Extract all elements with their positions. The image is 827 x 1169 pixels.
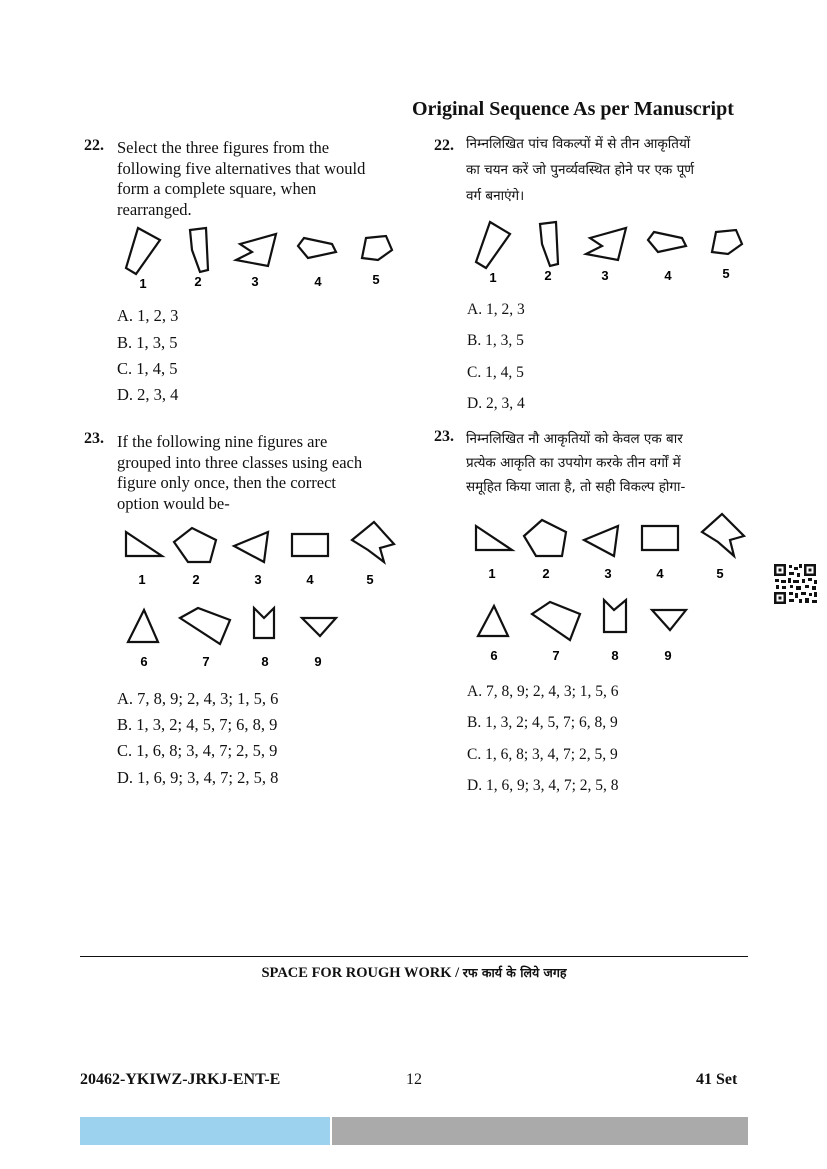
q23-hi-option-b[interactable]: B. 1, 3, 2; 4, 5, 7; 6, 8, 9 [467,714,618,731]
q23-en-figure-4 [292,534,328,556]
q23-hi-label-4: 4 [656,566,664,581]
q22-hi-figure-3 [586,228,626,260]
q22-en-line-1: Select the three figures from the [117,138,330,157]
q22-hi-label-1: 1 [489,270,497,285]
q23-en-option-d[interactable]: D. 1, 6, 9; 3, 4, 7; 2, 5, 8 [117,768,279,787]
q23-en-label-6: 6 [140,654,148,669]
q23-hi-option-c[interactable]: C. 1, 6, 8; 3, 4, 7; 2, 5, 9 [467,746,618,763]
q23-hi-figure-1 [476,526,512,550]
q23-hi-label-3: 3 [604,566,612,581]
q22-en-figures [118,222,398,294]
q23-en-figure-2 [174,528,216,562]
q23-en-label-9: 9 [314,654,322,669]
q23-hi-label-2: 2 [542,566,550,581]
footer-bar-left [80,1117,330,1145]
q23-hi-figure-4 [642,526,678,550]
q23-hi-line-1: निम्नलिखित नौ आकृतियों को केवल एक बार [466,431,683,447]
q22-en-figure-1 [126,228,160,274]
q23-en-line-1: If the following nine figures are [117,432,328,451]
q23-en-label-5: 5 [366,572,374,587]
q23-hi-figure-6 [478,606,508,636]
footer-paper-code: 20462-YKIWZ-JRKJ-ENT-E [80,1071,281,1088]
q22-hi-figure-4 [648,232,686,252]
q23-en-figure-8 [254,608,274,638]
q23-hi-line-2: प्रत्येक आकृति का उपयोग करके तीन वर्गों में [466,455,681,471]
q23-hi-label-8: 8 [611,648,619,663]
q23-hi-label-7: 7 [552,648,560,663]
q22-hi-option-d[interactable]: D. 2, 3, 4 [467,395,525,412]
q22-en-figure-5 [362,236,392,260]
q23-en-label-2: 2 [192,572,200,587]
q22-en-text [117,138,365,220]
q22-en-option-c[interactable]: C. 1, 4, 5 [117,359,178,378]
q22-en-figure-4 [298,238,336,258]
q23-en-label-1: 1 [138,572,146,587]
q22-en-line-2: following five alternatives that would [117,158,366,178]
footer-set-label: 41 Set [696,1071,738,1088]
q22-hi-label-5: 5 [722,266,730,281]
rough-work-label-en: SPACE FOR ROUGH WORK / [261,965,463,981]
q22-hi-number: 22. [434,137,454,154]
q22-en-label-3: 3 [251,274,259,289]
q23-hi-line-3: समूहित किया जाता है, तो सही विकल्प होगा- [466,479,686,495]
q23-en-label-7: 7 [202,654,210,669]
q22-hi-option-c[interactable]: C. 1, 4, 5 [467,364,524,381]
q22-hi-line-1: निम्नलिखित पांच विकल्पों में से तीन आकृतियों [466,136,691,152]
q22-en-number: 22. [84,137,104,154]
q23-hi-label-6: 6 [490,648,498,663]
q22-hi-figure-1 [476,222,510,268]
q23-en-line-3: figure only once, then the correct [117,473,336,492]
q23-hi-figure-3 [584,526,618,556]
q23-en-option-c[interactable]: C. 1, 6, 8; 3, 4, 7; 2, 5, 9 [117,741,278,760]
q23-en-figure-7 [180,608,230,644]
q23-en-figure-1 [126,532,162,556]
q22-hi-option-b[interactable]: B. 1, 3, 5 [467,332,524,349]
q23-en-option-b[interactable]: B. 1, 3, 2; 4, 5, 7; 6, 8, 9 [117,715,278,734]
q22-en-option-b[interactable]: B. 1, 3, 5 [117,333,178,352]
q23-hi-figure-5 [702,514,744,556]
q22-en-label-5: 5 [372,272,380,287]
q23-en-figure-3 [234,532,268,562]
q23-hi-figures [468,510,758,670]
qr-code-icon [774,564,818,604]
q22-en-figure-2 [190,228,208,272]
q23-hi-label-5: 5 [716,566,724,581]
q23-en-label-4: 4 [306,572,314,587]
q22-hi-text [466,134,694,207]
q23-en-figures [118,516,408,676]
q22-hi-label-3: 3 [601,268,609,283]
q23-en-label-3: 3 [254,572,262,587]
q23-hi-option-a[interactable]: A. 7, 8, 9; 2, 4, 3; 1, 5, 6 [467,683,619,700]
q23-hi-figure-9 [652,610,686,630]
q22-en-figure-3 [236,234,276,266]
q22-en-line-3: form a complete square, when [117,179,317,198]
q22-en-option-d[interactable]: D. 2, 3, 4 [117,385,179,404]
q23-en-figure-6 [128,610,158,642]
q22-hi-line-2: का चयन करें जो पुनर्व्यवस्थित होने पर एक पूर्ण [466,162,695,178]
q22-en-line-4: rearranged. [117,199,192,219]
q23-en-figure-9 [302,618,336,636]
q23-en-option-a[interactable]: A. 7, 8, 9; 2, 4, 3; 1, 5, 6 [117,689,279,708]
q23-en-line-4: option would be- [117,493,230,513]
q22-en-label-4: 4 [314,274,322,289]
q23-hi-text [466,429,685,498]
q22-en-label-1: 1 [139,276,147,291]
q22-hi-line-3: वर्ग बनाएंगे। [466,188,525,204]
q22-en-label-2: 2 [194,274,202,289]
rough-work-label [80,964,748,982]
q23-en-line-2: grouped into three classes using each [117,452,363,472]
rough-work-label-hi: रफ कार्य के लिये जगह [462,965,567,980]
q22-hi-option-a[interactable]: A. 1, 2, 3 [467,301,525,318]
q22-hi-label-2: 2 [544,268,552,283]
q23-hi-figure-2 [524,520,566,556]
q23-hi-number: 23. [434,428,454,445]
q23-hi-figure-7 [532,602,580,640]
q23-en-label-8: 8 [261,654,269,669]
q23-hi-label-1: 1 [488,566,496,581]
q23-en-text [117,432,362,514]
rough-work-divider [80,956,748,957]
q22-hi-figure-2 [540,222,558,266]
q22-hi-figures [468,216,748,288]
footer-bar-right [332,1117,748,1145]
q23-hi-option-d[interactable]: D. 1, 6, 9; 3, 4, 7; 2, 5, 8 [467,777,619,794]
q22-hi-label-4: 4 [664,268,672,283]
q23-en-figure-5 [352,522,394,562]
q22-hi-figure-5 [712,230,742,254]
q23-en-number: 23. [84,430,104,447]
page-header-title: Original Sequence As per Manuscript [412,98,734,120]
footer-page-number: 12 [406,1071,422,1088]
q23-hi-figure-8 [604,600,626,632]
q23-hi-label-9: 9 [664,648,672,663]
q22-en-option-a[interactable]: A. 1, 2, 3 [117,306,179,325]
